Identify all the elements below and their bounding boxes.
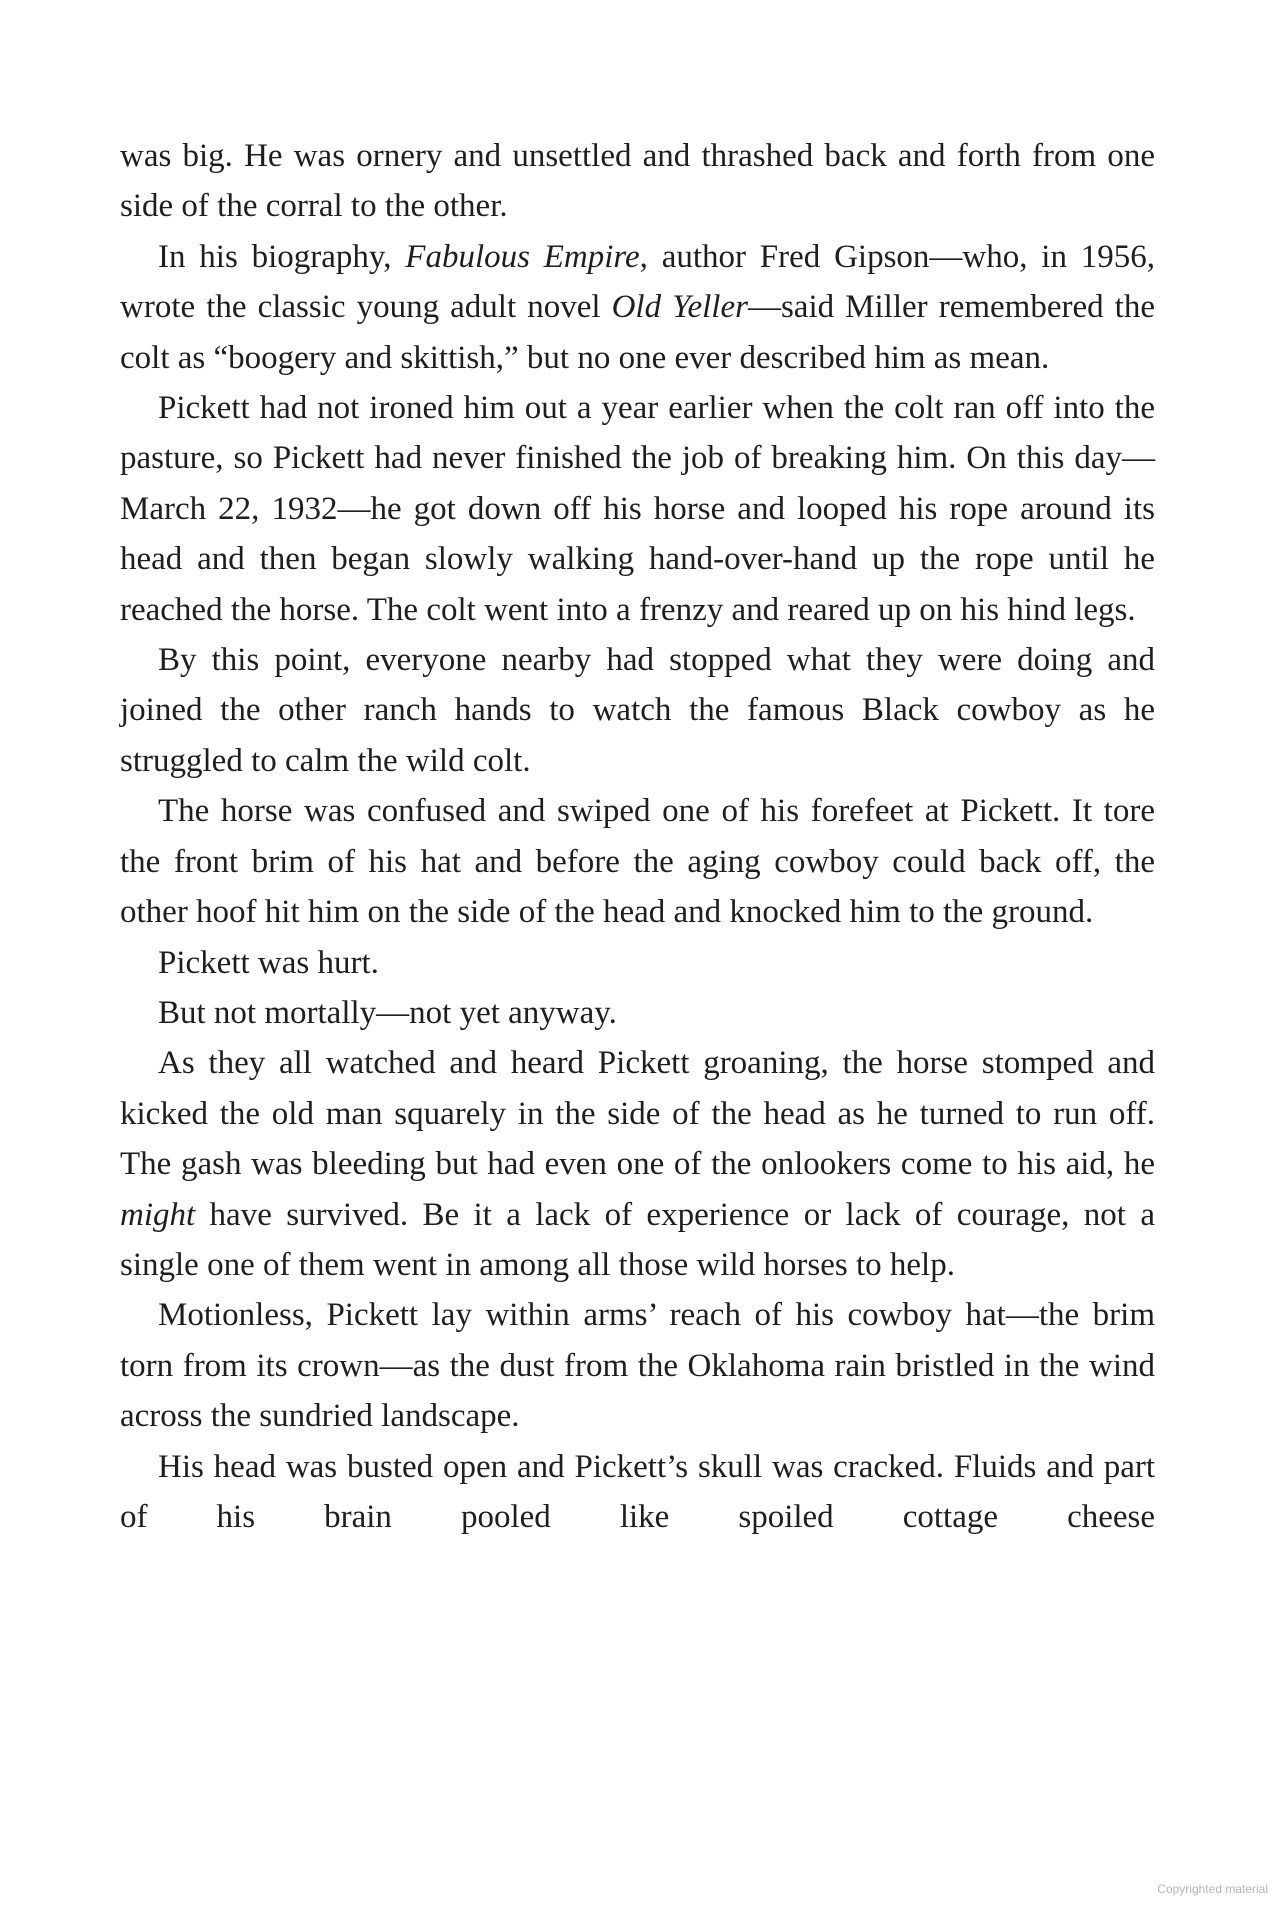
paragraph-text: In his biography, <box>158 238 406 275</box>
paragraph <box>120 1038 1155 1290</box>
copyright-watermark: Copyrighted material <box>1157 1882 1268 1896</box>
paragraph <box>120 1290 1155 1441</box>
paragraph <box>120 988 1155 1038</box>
paragraph <box>120 232 1155 383</box>
book-page-body <box>120 131 1155 1542</box>
paragraph-text: Motionless, Pickett lay within arms’ reach of his cowboy hat—the brim torn from its crown—as the dust from the Oklahoma rain bristled in the wind across the sundried landscape. <box>120 1297 1155 1435</box>
paragraph <box>120 938 1155 988</box>
italic-title-text: Old Yeller <box>611 289 748 326</box>
paragraph-text: , author Fred Gipson—who, in 1956, wrote the classic young adult novel <box>120 238 1155 326</box>
paragraph-text: Pickett was hurt. <box>158 944 379 981</box>
paragraph-text: But not mortally—not yet anyway. <box>158 994 617 1031</box>
paragraph <box>120 383 1155 635</box>
italic-title-text: Fabulous Empire <box>405 238 640 275</box>
italic-title-text: might <box>120 1196 196 1233</box>
paragraph <box>120 1442 1155 1543</box>
paragraph-text: was big. He was ornery and unsettled and thrashed back and forth from one side of the corral to the other. <box>120 138 1155 225</box>
paragraph-text: By this point, everyone nearby had stopped what they were doing and joined the other ranch hands to watch the famous Black cowboy as he struggled to calm the wild colt. <box>120 642 1155 779</box>
paragraph-text: The horse was confused and swiped one of his forefeet at Pickett. It tore the front brim of his hat and before the aging cowboy could back off, the other hoof hit him on the side of the head and knocked him to the ground. <box>120 793 1155 931</box>
paragraph <box>120 786 1155 937</box>
paragraph <box>120 635 1155 786</box>
paragraph-text: have survived. Be it a lack of experience or lack of courage, not a single one of them went in among all those wild horses to help. <box>120 1196 1155 1283</box>
paragraph-text: His head was busted open and Pickett’s skull was cracked. Fluids and part of his brain pooled like spoiled cottage cheese <box>120 1448 1155 1535</box>
paragraph-text: Pickett had not ironed him out a year earlier when the colt ran off into the pasture, so Pickett had never finished the job of breaking him. On this day—March 22, 1932—he got down off his horse and looped his rope around its head and then began slowly walking hand-over-hand up the rope until he reached the horse. The colt went into a frenzy and reared up on his hind legs. <box>120 390 1155 628</box>
paragraph-text: —said Miller remembered the colt as “boogery and skittish,” but no one ever described him as mean. <box>120 289 1155 376</box>
paragraph <box>120 131 1155 232</box>
paragraph-text: As they all watched and heard Pickett groaning, the horse stomped and kicked the old man squarely in the side of the head as he turned to run off. The gash was bleeding but had even one of the onlookers come to his aid, he <box>120 1045 1155 1183</box>
